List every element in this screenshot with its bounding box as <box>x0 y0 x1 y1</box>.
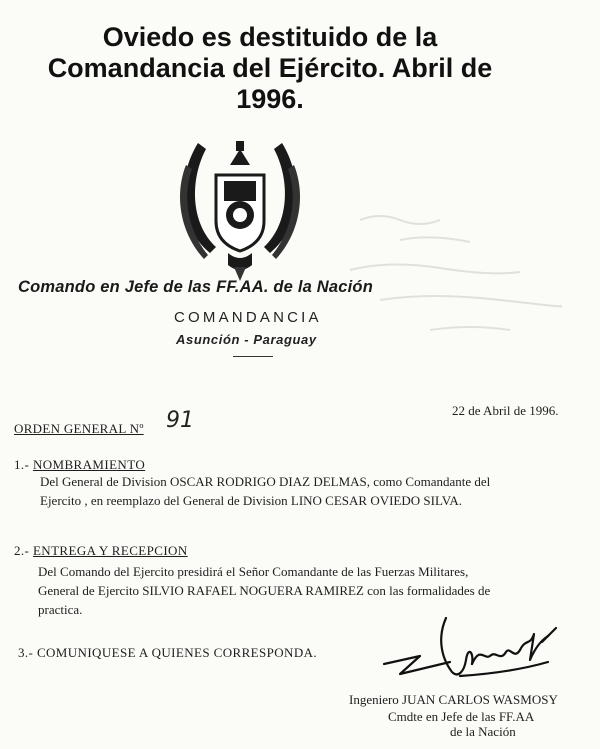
section-2-title: ENTREGA Y RECEPCION <box>32 543 188 558</box>
section-2-line-1: Del Comando del Ejercito presidirá el Señor Comandante de las Fuerzas Militares, <box>38 564 469 579</box>
coat-of-arms-emblem <box>170 135 310 283</box>
section-3-title: COMUNIQUESE A QUIENES CORRESPONDA. <box>36 645 318 660</box>
section-2-heading <box>14 543 188 559</box>
letterhead-subtitle: COMANDANCIA <box>174 309 322 326</box>
section-2-line-3: practica. <box>38 602 83 617</box>
section-2-number: 2.- <box>14 543 30 558</box>
section-1-line-1: Del General de Division OSCAR RODRIGO DIAZ DELMAS, como Comandante del <box>40 474 491 489</box>
order-number-handwritten: 91 <box>166 408 194 433</box>
headline-line-2: Comandancia del Ejército. Abril de <box>47 53 493 83</box>
document-date: 22 de Abril de 1996. <box>452 403 559 418</box>
signatory-nation: de la Nación <box>450 724 516 739</box>
page-headline <box>0 22 540 115</box>
letterhead-city: Asunción - Paraguay <box>176 332 317 347</box>
section-3-number: 3.- <box>18 645 34 660</box>
section-2-paragraph <box>38 562 598 619</box>
headline-line-1: Oviedo es destituido de la <box>102 22 438 52</box>
section-1-title: NOMBRAMIENTO <box>32 457 146 472</box>
headline-line-3: 1996. <box>236 84 304 114</box>
letterhead-title: Comando en Jefe de las FF.AA. de la Nación <box>18 278 373 296</box>
section-1-paragraph <box>40 472 580 510</box>
section-1-heading <box>14 457 145 473</box>
order-label: ORDEN GENERAL Nº <box>14 421 144 436</box>
section-2-line-2: General de Ejercito SILVIO RAFAEL NOGUERA RAMIREZ con las formalidades de <box>38 583 491 598</box>
signatory-name: Ingeniero JUAN CARLOS WASMOSY <box>349 692 558 707</box>
section-3-heading <box>18 645 317 661</box>
handwritten-signature <box>380 616 560 696</box>
signatory-title: Cmdte en Jefe de las FF.AA <box>388 709 535 724</box>
section-1-number: 1.- <box>14 457 30 472</box>
letterhead-divider <box>233 356 273 357</box>
section-1-line-2: Ejercito , en reemplazo del General de Division LINO CESAR OVIEDO SILVA. <box>40 493 463 508</box>
